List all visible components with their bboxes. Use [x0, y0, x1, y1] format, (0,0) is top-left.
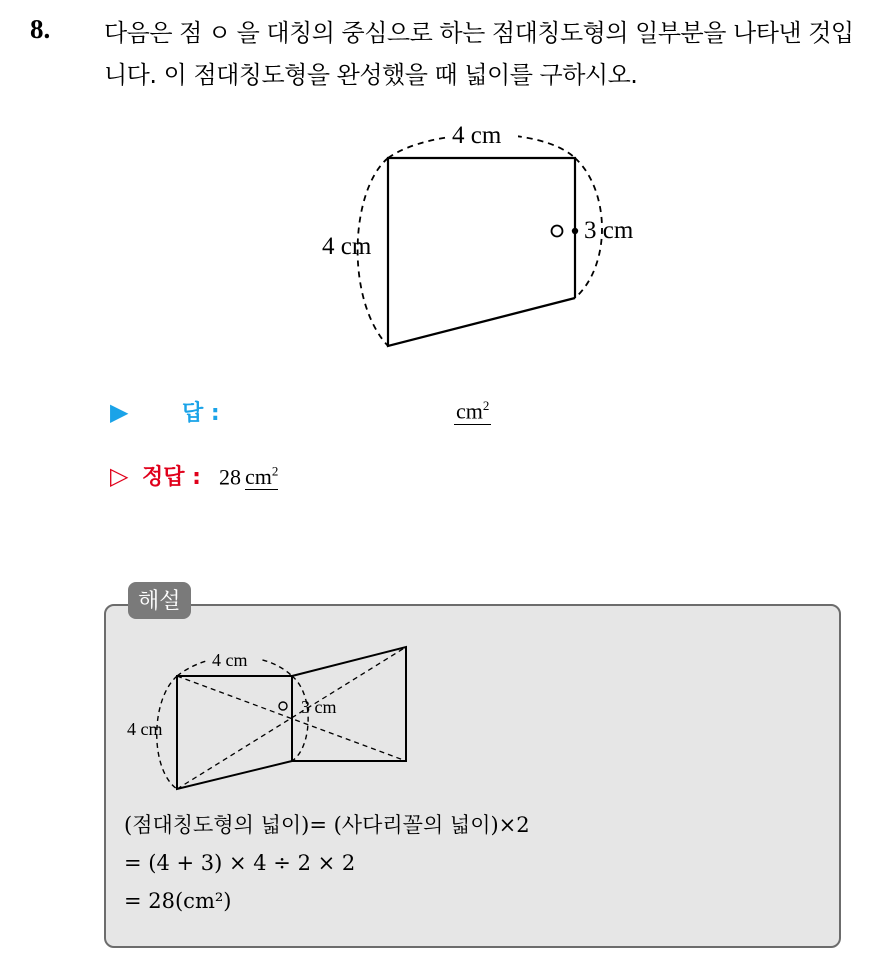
answer-label: 답 :: [182, 401, 220, 426]
correct-unit-exp: 2: [271, 463, 279, 479]
sol-top-label: 4 cm: [212, 650, 248, 670]
question-number: 8.: [30, 14, 51, 44]
sol-trapezoid-left: [177, 676, 292, 789]
answer-unit-exp: 2: [482, 398, 490, 413]
right-length-label: 3 cm: [584, 217, 634, 244]
solution-line-3: = 28(cm²): [124, 889, 232, 913]
top-length-label: 4 cm: [452, 122, 502, 149]
sol-left-label: 4 cm: [127, 719, 163, 739]
sol-right-dashed-arc: [292, 676, 308, 761]
question-text-after: 을 대칭의 중심으로 하는 점대칭도형의 일부분을 나타낸 것입니다. 이 점대칭도형을 완성했을 때 넓이를 구하시오.: [104, 19, 854, 89]
answer-unit: cm: [456, 398, 483, 424]
sol-center-circle: [279, 702, 287, 710]
correct-label: 정답 :: [142, 465, 201, 490]
correct-unit-text: cm: [244, 464, 272, 489]
solution-line-1: (점대칭도형의 넓이)= (사다리꼴의 넓이)×2: [124, 813, 530, 837]
solution-tag: 해설: [128, 582, 191, 619]
solution-text: [124, 806, 530, 920]
point-o-symbol: ㅇ: [207, 19, 231, 47]
correct-marker-icon: ▷: [110, 462, 129, 490]
answer-marker-icon: ▶: [110, 398, 129, 426]
left-length-label: 4 cm: [322, 233, 372, 260]
sol-right-label: 3 cm: [301, 697, 337, 717]
correct-number: 28: [218, 464, 241, 489]
question-text-before: 다음은 점: [104, 19, 202, 47]
solution-line-2: = (4 + 3) × 4 ÷ 2 × 2: [124, 851, 356, 875]
